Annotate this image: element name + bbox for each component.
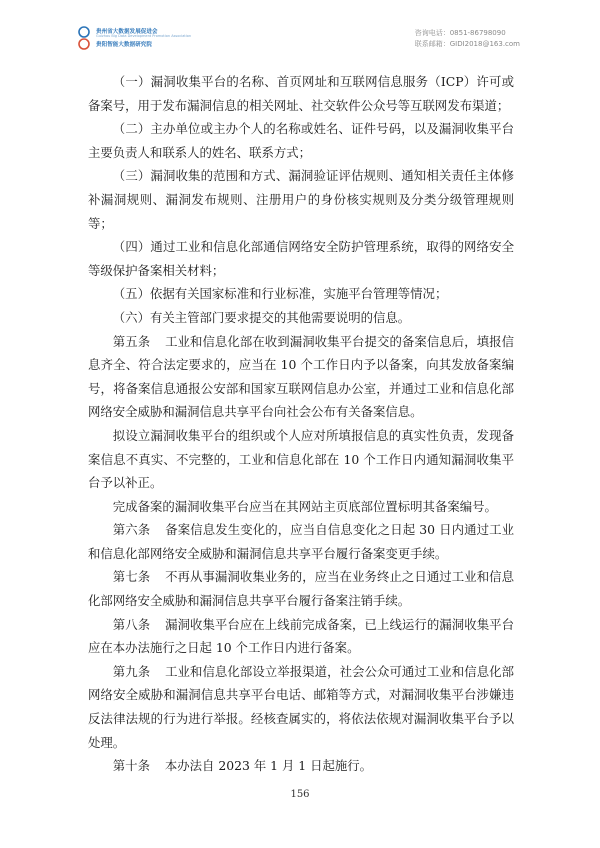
- paragraph-text: 工业和信息化部在收到漏洞收集平台提交的备案信息后，填报信息齐全、符合法定要求的，应当在 10 个工作日内予以备案，向其发放备案编号，将备案信息通报公安部和国家互联网信息办公室，并通过工业和信息化部网络安全威胁和漏洞信息共享平台向社会公布有关备案信息。: [88, 333, 515, 420]
- logo-title-association: 贵州省大数据发展促进会: [96, 29, 158, 35]
- paragraph: [88, 70, 514, 117]
- logo-mark-icon: [76, 26, 92, 50]
- paragraph: [88, 424, 514, 495]
- paragraph-text: （一）漏洞收集平台的名称、首页网址和互联网信息服务（ICP）许可或备案号，用于发布漏洞信息的相关网址、社交软件公众号等互联网发布渠道；: [88, 74, 514, 113]
- paragraph: [88, 235, 514, 282]
- paragraph-text: 本办法自 2023 年 1 月 1 日起施行。: [164, 758, 373, 774]
- article-number: 第七条: [112, 569, 151, 585]
- contact-info: [415, 28, 520, 50]
- article-number: 第六条: [112, 522, 151, 538]
- paragraph-text: （二）主办单位或主办个人的名称或姓名、证件号码，以及漏洞收集平台主要负责人和联系人的姓名、联系方式；: [88, 121, 514, 160]
- article-number: 第九条: [112, 663, 151, 679]
- paragraph-text: 拟设立漏洞收集平台的组织或个人应对所填报信息的真实性负责，发现备案信息不真实、不完整的，工业和信息化部在 10 个工作日内通知漏洞收集平台予以补正。: [88, 427, 514, 491]
- paragraph: [88, 518, 514, 565]
- paragraph-text: 完成备案的漏洞收集平台应当在其网站主页底部位置标明其备案编号。: [112, 498, 497, 514]
- paragraph: [88, 282, 514, 306]
- contact-email: 联系邮箱：GIDI2018@163.com: [414, 40, 520, 48]
- article-number: 第八条: [112, 616, 151, 632]
- paragraph: [88, 754, 514, 778]
- document-body: [88, 70, 514, 778]
- organization-logo: [76, 24, 236, 52]
- paragraph-text: （五）依据有关国家标准和行业标准，实施平台管理等情况；: [112, 286, 448, 302]
- paragraph-text: 备案信息发生变化的，应当自信息变化之日起 30 日内通过工业和信息化部网络安全威胁和漏洞信息共享平台履行备案变更手续。: [88, 522, 514, 561]
- paragraph: [88, 660, 514, 754]
- paragraph-text: （三）漏洞收集的范围和方式、漏洞验证评估规则、通知相关责任主体修补漏洞规则、漏洞发布规则、注册用户的身份核实规则及分类分级管理规则等；: [88, 168, 514, 231]
- paragraph: [88, 495, 514, 519]
- paragraph: [88, 565, 514, 612]
- paragraph-text: （六）有关主管部门要求提交的其他需要说明的信息。: [112, 309, 411, 325]
- logo-title-institute: 贵阳智能大数据研究院: [96, 42, 153, 48]
- logo-title-association-en: Guizhou Big Data Development Promotion Association: [96, 34, 192, 38]
- paragraph: [88, 330, 514, 424]
- paragraph-text: （四）通过工业和信息化部通信网络安全防护管理系统，取得的网络安全等级保护备案相关材料；: [88, 239, 514, 278]
- article-number: 第十条: [112, 758, 150, 774]
- article-number: 第五条: [112, 333, 151, 349]
- paragraph-text: 不再从事漏洞收集业务的，应当在业务终止之日通过工业和信息化部网络安全威胁和漏洞信息共享平台履行备案注销手续。: [88, 569, 515, 609]
- paragraph: [88, 117, 514, 164]
- paragraph-text: 工业和信息化部设立举报渠道，社会公众可通过工业和信息化部网络安全威胁和漏洞信息共享平台电话、邮箱等方式，对漏洞收集平台涉嫌违反法律法规的行为进行举报。经核查属实的，将依法依规对漏洞收集平台予以处理。: [88, 663, 515, 750]
- paragraph: [88, 164, 514, 235]
- page-number: 156: [290, 789, 310, 800]
- page-header: [0, 0, 600, 58]
- paragraph: [88, 613, 514, 660]
- paragraph-text: 漏洞收集平台应在上线前完成备案，已上线运行的漏洞收集平台应在本办法施行之日起 10 个工作日内进行备案。: [88, 616, 515, 656]
- paragraph: [88, 306, 514, 330]
- contact-phone: 咨询电话：0851-86798090: [414, 29, 506, 37]
